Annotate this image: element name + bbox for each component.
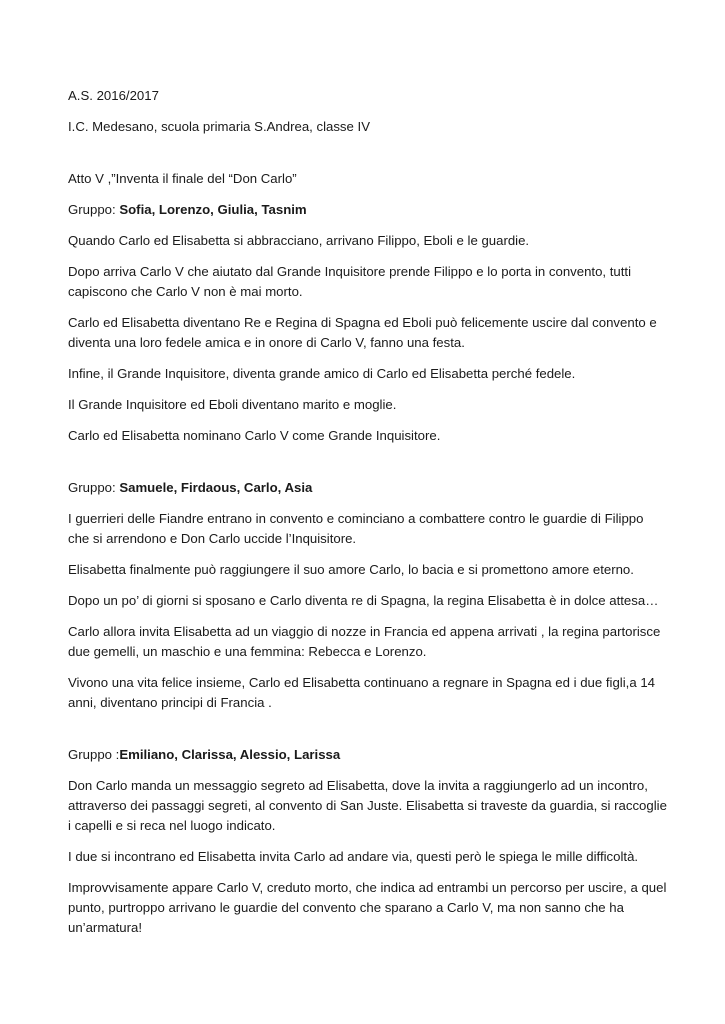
group-label: Gruppo :: [68, 747, 120, 762]
group-label: Gruppo:: [68, 480, 120, 495]
paragraph: Improvvisamente appare Carlo V, creduto morto, che indica ad entrambi un percorso per uscire, a quel punto, purtroppo arrivano le guardie del convento che sparano a Carlo V, ma non sanno che ha un’armatura!: [68, 880, 667, 935]
paragraph: Quando Carlo ed Elisabetta si abbracciano, arrivano Filippo, Eboli e le guardie.: [68, 233, 530, 248]
paragraph: I guerrieri delle Fiandre entrano in convento e cominciano a combattere contro le guardie di Filippo che si arrendono e Don Carlo uccide l’Inquisitore.: [68, 511, 644, 546]
paragraph: Il Grande Inquisitore ed Eboli diventano marito e moglie.: [68, 397, 397, 412]
group-members: Emiliano, Clarissa, Alessio, Larissa: [119, 747, 341, 762]
group-heading: [68, 745, 668, 765]
paragraph: Dopo arriva Carlo V che aiutato dal Grande Inquisitore prende Filippo e lo porta in convento, tutti capiscono che Carlo V non è mai morto.: [68, 264, 631, 299]
paragraph: Dopo un po’ di giorni si sposano e Carlo diventa re di Spagna, la regina Elisabetta è in dolce attesa…: [68, 593, 659, 608]
school-info: I.C. Medesano, scuola primaria S.Andrea, classe IV: [68, 119, 370, 134]
group-heading: [68, 200, 668, 220]
school-year: A.S. 2016/2017: [68, 88, 159, 103]
paragraph: Carlo allora invita Elisabetta ad un viaggio di nozze in Francia ed appena arrivati , la regina partorisce due gemelli, un maschio e una femmina: Rebecca e Lorenzo.: [68, 624, 661, 659]
document-body: [68, 86, 668, 938]
group-members: Sofia, Lorenzo, Giulia, Tasnim: [119, 202, 307, 217]
document-title: Atto V ,”Inventa il finale del “Don Carlo”: [68, 171, 297, 186]
paragraph: Don Carlo manda un messaggio segreto ad Elisabetta, dove la invita a raggiungerlo ad un incontro, attraverso dei passaggi segreti, al convento di San Juste. Elisabetta si traveste da guardia, si raccoglie i capelli e si reca nel luogo indicato.: [68, 778, 667, 833]
paragraph: Carlo ed Elisabetta diventano Re e Regina di Spagna ed Eboli può felicemente uscire dal convento e diventa una loro fedele amica e in onore di Carlo V, fanno una festa.: [68, 315, 657, 350]
paragraph: Carlo ed Elisabetta nominano Carlo V come Grande Inquisitore.: [68, 428, 441, 443]
group-members: Samuele, Firdaous, Carlo, Asia: [119, 480, 313, 495]
paragraph: I due si incontrano ed Elisabetta invita Carlo ad andare via, questi però le spiega le mille difficoltà.: [68, 849, 639, 864]
group-label: Gruppo:: [68, 202, 120, 217]
paragraph: Vivono una vita felice insieme, Carlo ed Elisabetta continuano a regnare in Spagna ed i due figli,a 14 anni, diventano principi di Francia .: [68, 675, 655, 710]
paragraph: Elisabetta finalmente può raggiungere il suo amore Carlo, lo bacia e si promettono amore eterno.: [68, 562, 634, 577]
group-heading: [68, 478, 668, 498]
paragraph: Infine, il Grande Inquisitore, diventa grande amico di Carlo ed Elisabetta perché fedele.: [68, 366, 576, 381]
